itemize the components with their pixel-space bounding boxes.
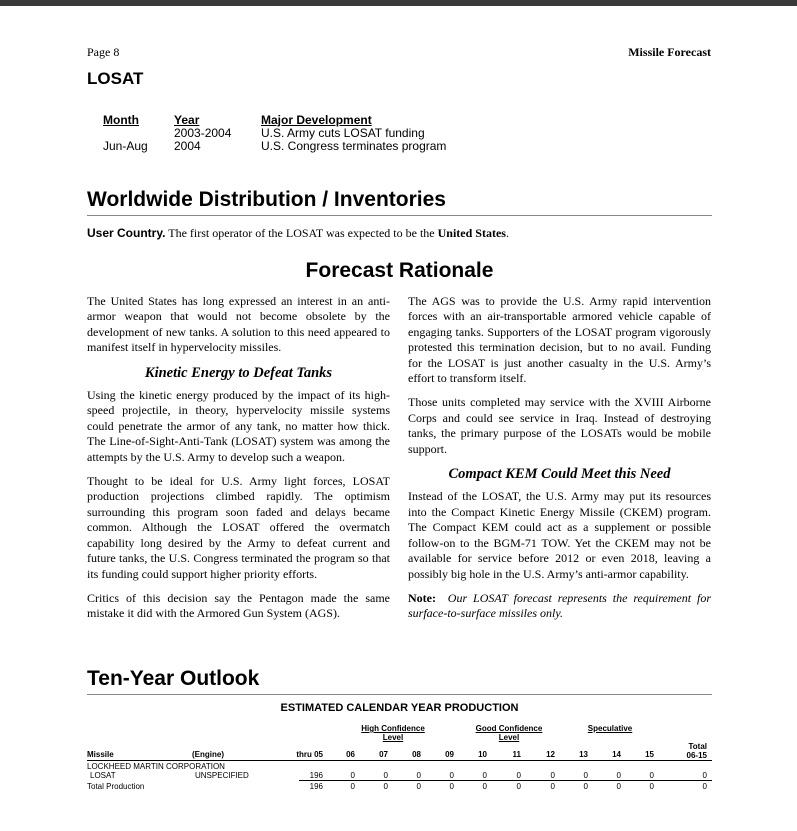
program-title: LOSAT [87,69,144,88]
rationale-left-column [87,294,390,622]
total-value-cell: 0 [449,782,454,791]
forecast-note: Note: Our LOSAT forecast represents the requirement for surface-to-surface missiles only. [408,590,711,621]
production-value-cell: 0 [416,771,421,780]
missile-column-header: Missile [87,750,114,759]
year-header-cell: 10 [478,750,487,759]
year-header: Year [174,113,200,127]
year-header-cell: 09 [445,750,454,759]
rationale-paragraph: Instead of the LOSAT, the U.S. Army may put its resources into the Compact Kinetic Energy Missile (CKEM) program. The Compact KEM could act as a supplement or possible follow-on to the BGM-71 TOW. Yet the CKEM may not be available for service before 2012 or even 2018, leaving a possibly big hole in the U.S. Army’s anti-armor capability. [408,489,711,581]
total-production-label: Total Production [87,782,145,791]
engine-column-header: (Engine) [192,750,224,759]
table-row: 2003-2004 U.S. Army cuts LOSAT funding [174,126,425,140]
rationale-paragraph: The AGS was to provide the U.S. Army rapid intervention forces with an air-transportable armored vehicle capable of engaging tanks. Supporters of the LOSAT program vigorously protested this termination decision, but to no avail. Funding for the LOSAT is just another casualty in the U.S. Army’s effort to transform itself. [408,294,711,386]
production-value-cell: 0 [583,771,588,780]
high-confidence-group: High Confidence Level [361,724,425,742]
production-value-cell: 0 [516,771,521,780]
production-value-cell: 0 [383,771,388,780]
good-confidence-group: Good Confidence Level [475,724,543,742]
rationale-paragraph: The United States has long expressed an interest in an anti-armor weapon that would not become obsolete by the development of new tanks. A solution to this need appeared to manifest itself in hypervelocity missiles. [87,294,390,355]
rationale-paragraph: Thought to be ideal for U.S. Army light forces, LOSAT production projections climbed rapidly. The optimism surrounding this program soon faded and delays became common. Although the LOSAT offered the overmatch capability long desired by the Army to defeat current and future tanks, the U.S. Congress terminated the program so that its funding could support higher priority efforts. [87,474,390,581]
year-header-cell: 08 [412,750,421,759]
year-header-cell: thru 05 [296,750,323,759]
production-value-cell: 0 [550,771,555,780]
year-header-cell: 07 [379,750,388,759]
top-border [0,0,797,6]
total-value-cell: 196 [309,782,323,791]
major-development-table [103,113,446,153]
table-row: Jun-Aug 2004 U.S. Congress terminates program [103,139,447,153]
missile-name: LOSAT [90,771,116,780]
total-value-cell: 0 [383,782,388,791]
month-header: Month [103,113,139,127]
rationale-paragraph: Those units completed may service with the XVIII Airborne Corps and could see service in Iraq. Instead of destroying tanks, the primary purpose of the LOSATs would be mobile support. [408,395,711,456]
production-value-cell: 0 [616,771,621,780]
row-total-cell: 0 [702,782,707,791]
subheading-kinetic-energy: Kinetic Energy to Defeat Tanks [144,364,333,381]
outlook-heading: Ten-Year Outlook [87,667,260,690]
rationale-heading: Forecast Rationale [305,259,494,282]
user-country-label: User Country. [87,226,166,240]
section-divider [87,694,712,695]
total-value-cell: 0 [416,782,421,791]
year-header-cell: 11 [512,750,521,759]
year-header-cell: 15 [645,750,654,759]
section-divider [87,215,712,216]
total-column-header: Total 06-15 [686,742,707,760]
header-rule [87,760,712,761]
manufacturer-name: LOCKHEED MARTIN CORPORATION [87,762,225,771]
distribution-heading: Worldwide Distribution / Inventories [87,188,446,211]
development-header: Major Development [261,113,372,127]
year-header-cell: 14 [612,750,621,759]
row-total-cell: 0 [702,771,707,780]
publication-title: Missile Forecast [628,45,711,59]
production-table-title: ESTIMATED CALENDAR YEAR PRODUCTION [280,702,519,714]
total-value-cell: 0 [649,782,654,791]
total-rule [299,780,712,781]
total-value-cell: 0 [350,782,355,791]
total-value-cell: 0 [583,782,588,791]
total-value-cell: 0 [550,782,555,791]
rationale-paragraph: Using the kinetic energy produced by the impact of its high-speed projectile, in theory, hypervelocity missile systems could penetrate the armor of any tank, no matter how thick. The Line-of-Sight-Anti-Tank (LOSAT) system was among the attempts by the U.S. Army to develop such a weapon. [87,388,390,464]
speculative-group: Speculative [587,724,633,733]
year-header-cell: 06 [346,750,355,759]
rationale-right-column [408,294,711,622]
year-header-cell: 12 [546,750,555,759]
year-header-cell: 13 [579,750,588,759]
production-value-cell: 196 [309,771,323,780]
production-value-cell: 0 [482,771,487,780]
total-value-cell: 0 [516,782,521,791]
rationale-paragraph: Critics of this decision say the Pentagon made the same mistake it did with the Armored Gun System (AGS). [87,590,390,621]
user-country-value: United States [437,226,506,240]
total-value-cell: 0 [616,782,621,791]
engine-name: UNSPECIFIED [195,771,249,780]
page-number: Page 8 [87,45,120,59]
subheading-compact-kem: Compact KEM Could Meet this Need [448,466,671,483]
production-value-cell: 0 [350,771,355,780]
production-value-cell: 0 [449,771,454,780]
user-country-paragraph: User Country. The first operator of the LOSAT was expected to be the United States. [87,226,509,240]
production-value-cell: 0 [649,771,654,780]
total-value-cell: 0 [482,782,487,791]
